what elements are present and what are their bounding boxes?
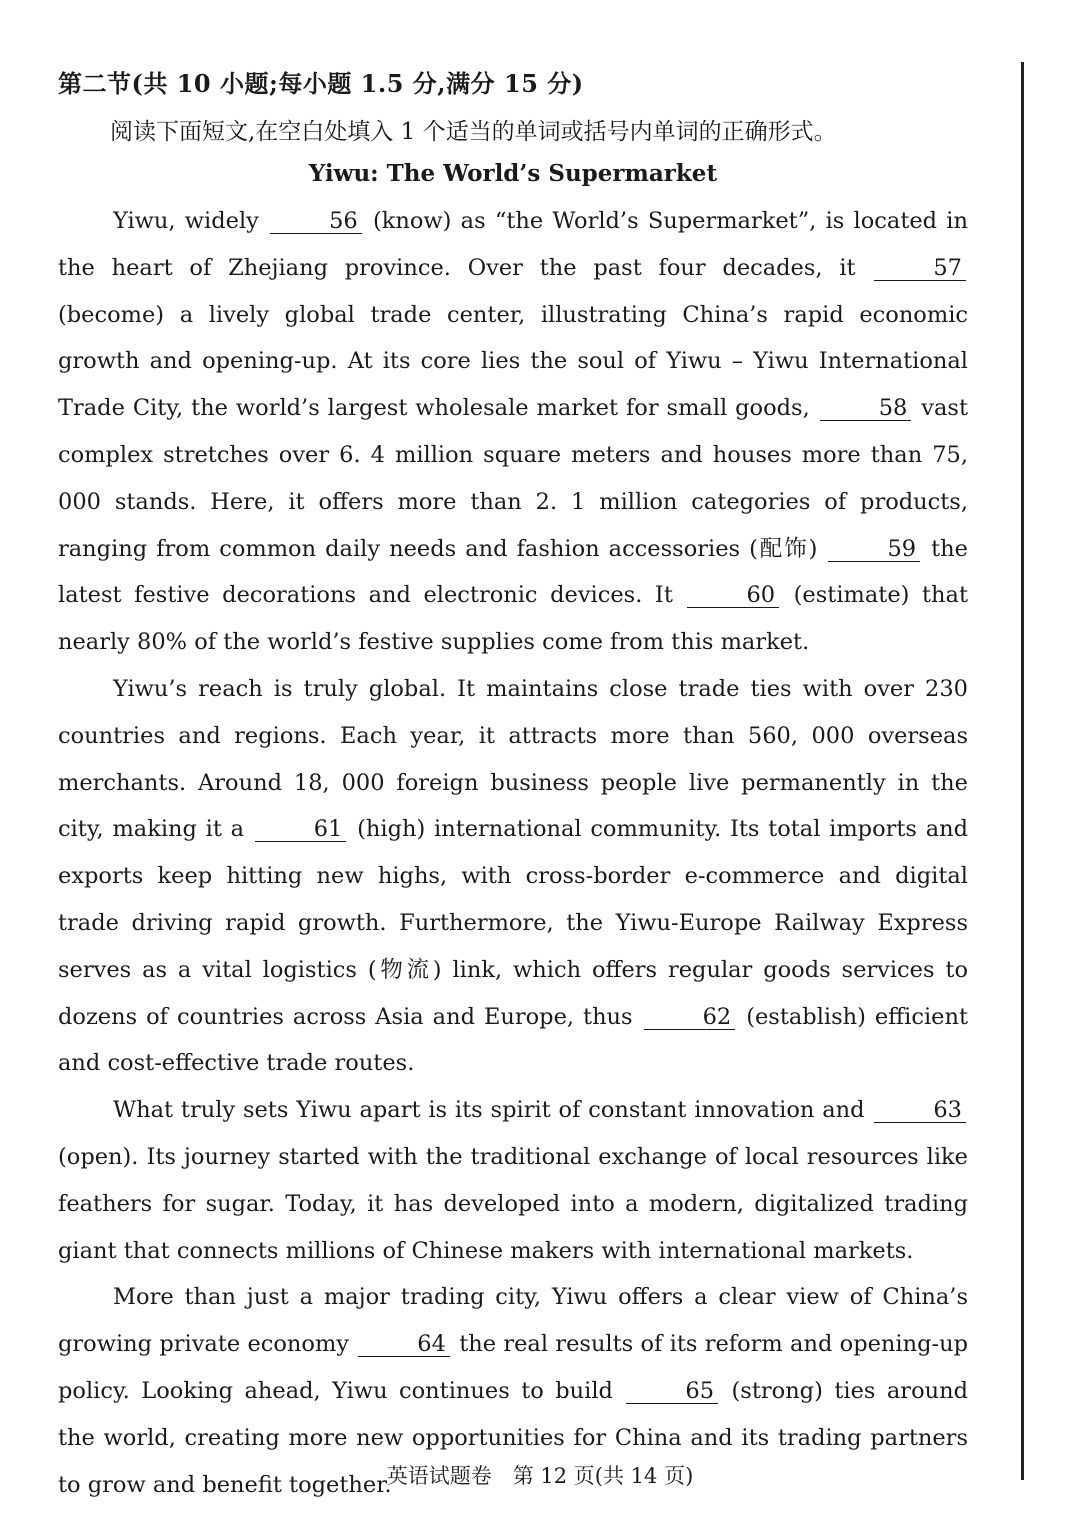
paragraph-4: More than just a major trading city, Yiwu offers a clear view of China’s growing private economy 64 the real results of its reform and opening-up policy. Looking ahead, Yiwu continues to build 65 (strong) ties around the world, creating more new opportunities for China and its trading partners to grow and benefit together. bbox=[58, 1284, 968, 1498]
blank-58[interactable]: 58 bbox=[820, 396, 912, 421]
section-heading: 第二节(共 10 小题;每小题 1.5 分,满分 15 分) bbox=[58, 69, 584, 98]
blank-59[interactable]: 59 bbox=[828, 537, 920, 562]
paragraph-2: Yiwu’s reach is truly global. It maintains close trade ties with over 230 countries and regions. Each year, it attracts more than 560, 000 overseas merchants. Around 18, 000 foreign business people live permanently in the city, making it a 61 (high) international community. Its total imports and exports keep hitting new highs, with cross-border e-commerce and digital trade driving rapid growth. Furthermore, the Yiwu-Europe Railway Express serves as a vital logistics (物流) link, which offers regular goods services to dozens of countries across Asia and Europe, thus 62 (establish) efficient and cost-effective trade routes. bbox=[58, 675, 969, 1077]
paragraph-3: What truly sets Yiwu apart is its spirit of constant innovation and 63 (open). Its journey started with the traditional exchange of local resources like feathers for sugar. Today, it has developed into a modern, digitalized trading giant that connects millions of Chinese makers with international markets. bbox=[58, 1097, 968, 1264]
margin-rule bbox=[1021, 62, 1024, 1480]
blank-62[interactable]: 62 bbox=[644, 1005, 736, 1030]
blank-61[interactable]: 61 bbox=[255, 817, 347, 842]
paragraph-1: Yiwu, widely 56 (know) as “the World’s Supermarket”, is located in the heart of Zhejiang province. Over the past four decades, it 57 (become) a lively global trade center, illustrating China’s rapid economic growth and opening-up. At its core lies the soul of Yiwu – Yiwu International Trade City, the world’s largest wholesale market for small goods, 58 vast complex stretches over 6. 4 million square meters and houses more than 75, 000 stands. Here, it offers more than 2. 1 million categories of products, ranging from common daily needs and fashion accessories (配饰) 59 the latest festive decorations and electronic devices. It 60 (estimate) that nearly 80% of the world’s festive supplies come from this market. bbox=[58, 208, 968, 656]
blank-57[interactable]: 57 bbox=[874, 256, 966, 281]
page-footer: 英语试题卷 第 12 页(共 14 页) bbox=[386, 1464, 694, 1488]
passage bbox=[58, 198, 968, 1508]
blank-65[interactable]: 65 bbox=[626, 1379, 718, 1404]
blank-56[interactable]: 56 bbox=[270, 209, 362, 234]
blank-64[interactable]: 64 bbox=[358, 1332, 450, 1357]
instructions: 阅读下面短文,在空白处填入 1 个适当的单词或括号内单词的正确形式。 bbox=[110, 119, 837, 145]
passage-title: Yiwu: The World’s Supermarket bbox=[308, 160, 718, 187]
blank-63[interactable]: 63 bbox=[874, 1098, 966, 1123]
blank-60[interactable]: 60 bbox=[687, 583, 779, 608]
